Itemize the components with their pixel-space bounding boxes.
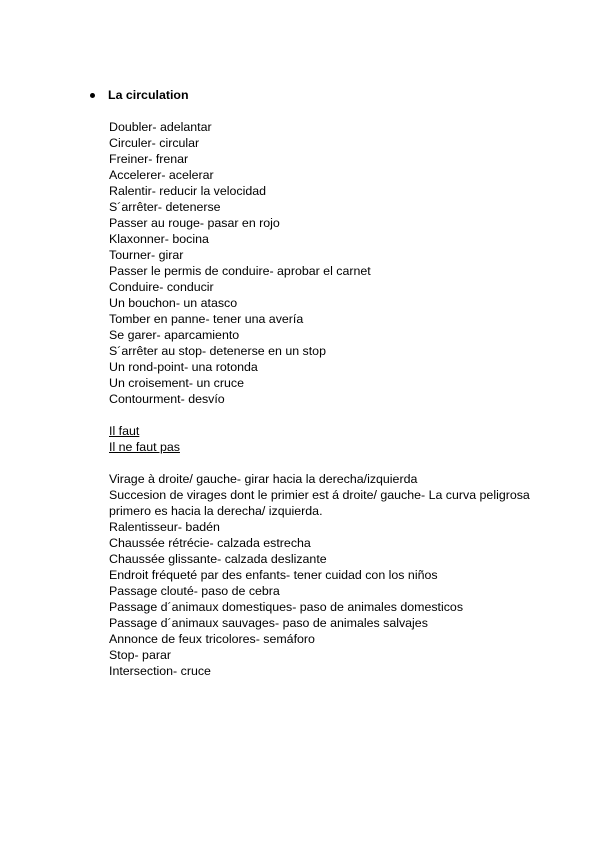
- list-item: Passer le permis de conduire- aprobar el carnet: [109, 264, 371, 278]
- rule-heading-il-faut: Il faut: [109, 424, 140, 438]
- section-title: La circulation: [108, 88, 189, 102]
- list-item: Annonce de feux tricolores- semáforo: [109, 632, 315, 646]
- list-item: Ralentir- reducir la velocidad: [109, 184, 267, 198]
- vocabulary-list-verbs: [109, 119, 371, 407]
- list-item: Virage à droite/ gauche- girar hacia la derecha/izquierda: [109, 472, 418, 486]
- section-heading: [90, 87, 189, 103]
- list-item: Circuler- circular: [109, 136, 200, 150]
- list-item: Intersection- cruce: [109, 664, 211, 678]
- list-item: Passage d´animaux sauvages- paso de animales salvajes: [109, 616, 428, 630]
- list-item: Tomber en panne- tener una avería: [109, 312, 304, 326]
- list-item: Contourment- desvío: [109, 392, 225, 406]
- list-item: Tourner- girar: [109, 248, 184, 262]
- rules-headings: [109, 423, 180, 455]
- list-item: Un bouchon- un atasco: [109, 296, 238, 310]
- list-item: Chaussée glissante- calzada deslizante: [109, 552, 327, 566]
- list-item: S´arrêter- detenerse: [109, 200, 221, 214]
- list-item: Stop- parar: [109, 648, 171, 662]
- list-item: Passer au rouge- pasar en rojo: [109, 216, 280, 230]
- list-item: Un croisement- un cruce: [109, 376, 244, 390]
- list-item: Doubler- adelantar: [109, 120, 212, 134]
- list-item: Klaxonner- bocina: [109, 232, 209, 246]
- list-item: Freiner- frenar: [109, 152, 189, 166]
- vocabulary-list-road-signs: [109, 471, 530, 679]
- list-item-continuation: primero es hacia la derecha/ izquierda.: [109, 504, 323, 518]
- list-item: Chaussée rétrécie- calzada estrecha: [109, 536, 311, 550]
- list-item: Passage d´animaux domestiques- paso de animales domesticos: [109, 600, 464, 614]
- list-item: Conduire- conducir: [109, 280, 214, 294]
- list-item: Endroit fréqueté par des enfants- tener cuidad con los niños: [109, 568, 438, 582]
- list-item: Passage clouté- paso de cebra: [109, 584, 280, 598]
- rule-heading-il-ne-faut-pas: Il ne faut pas: [109, 440, 180, 454]
- list-item: Un rond-point- una rotonda: [109, 360, 258, 374]
- list-item: Se garer- aparcamiento: [109, 328, 240, 342]
- list-item: Succesion de virages dont le primier est á droite/ gauche- La curva peligrosa: [109, 488, 530, 502]
- list-item: S´arrêter au stop- detenerse en un stop: [109, 344, 326, 358]
- bullet-icon: [90, 93, 95, 98]
- list-item: Ralentisseur- badén: [109, 520, 220, 534]
- list-item: Accelerer- acelerar: [109, 168, 214, 182]
